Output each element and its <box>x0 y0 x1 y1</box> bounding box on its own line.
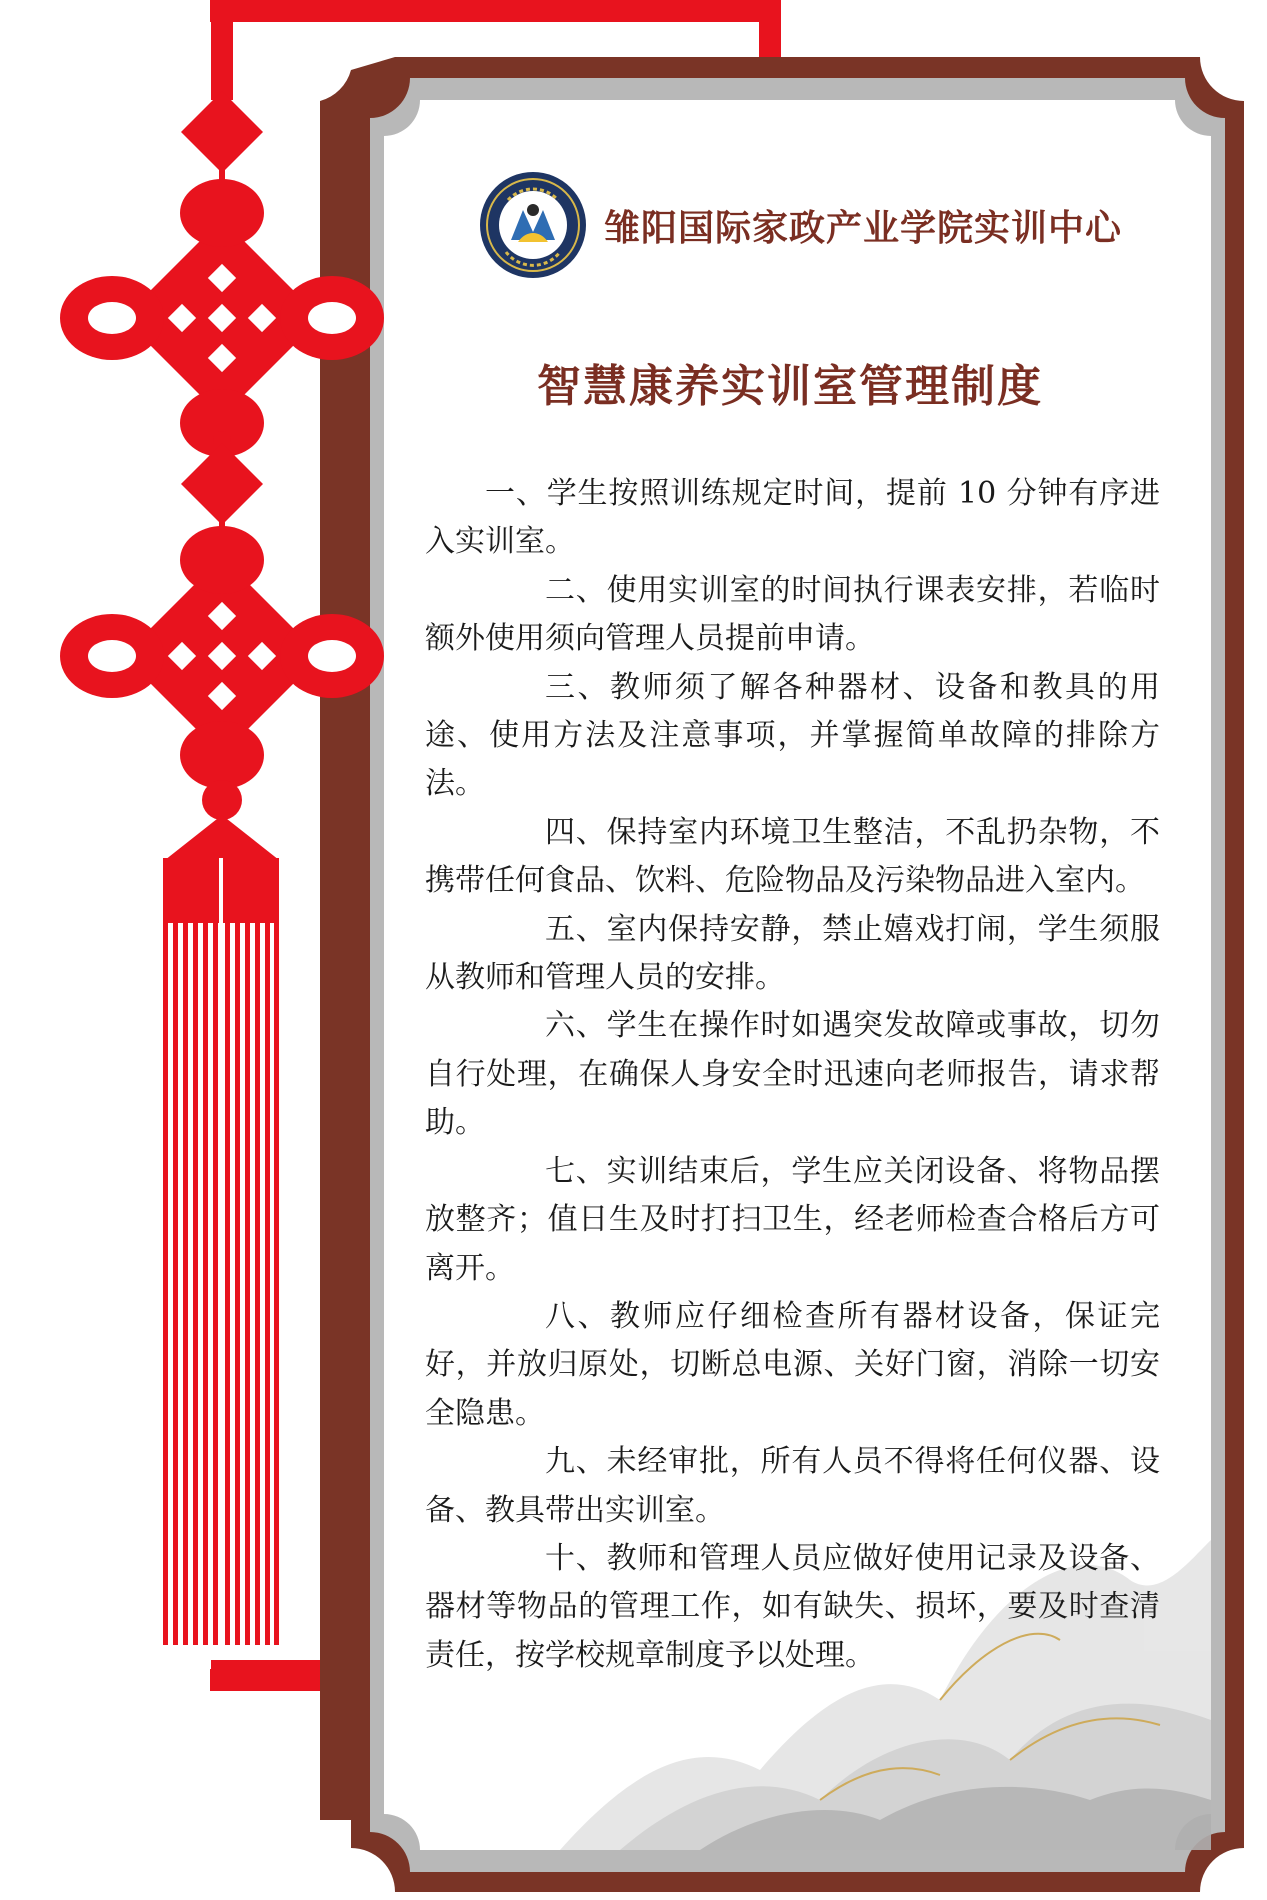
tassel <box>163 920 279 1645</box>
rule-item: 五、室内保持安静，禁止嬉戏打闹，学生须服从教师和管理人员的安排。 <box>425 911 1160 996</box>
school-emblem-icon <box>478 170 588 280</box>
header <box>478 165 1122 285</box>
rules-list <box>425 470 1160 1680</box>
rule-item: 二、使用实训室的时间执行课表安排，若临时额外使用须向管理人员提前申请。 <box>425 572 1160 657</box>
rule-item: 九、未经审批，所有人员不得将任何仪器、设备、教具带出实训室。 <box>425 1444 1160 1528</box>
rule-item: 七、实训结束后，学生应关闭设备、将物品摆放整齐；值日生及时打扫卫生，经老师检查合格后方可离开。 <box>425 1153 1160 1286</box>
rule-item: 一、学生按照训练规定时间，提前 10 分钟有序进入实训室。 <box>425 476 1160 560</box>
rule-item: 四、保持室内环境卫生整洁，不乱扔杂物，不携带任何食品、饮料、危险物品及污染物品进入室内。 <box>425 814 1160 899</box>
page-title: 智慧康养实训室管理制度 <box>537 361 1043 412</box>
rule-item: 十、教师和管理人员应做好使用记录及设备、器材等物品的管理工作，如有缺失、损坏，要及时查清责任，按学校规章制度予以处理。 <box>425 1540 1160 1673</box>
school-name: 雏阳国际家政产业学院实训中心 <box>604 207 1123 249</box>
rule-item: 三、教师须了解各种器材、设备和教具的用途、使用方法及注意事项，并掌握简单故障的排除方法。 <box>425 669 1160 802</box>
rule-item: 六、学生在操作时如遇突发故障或事故，切勿自行处理，在确保人身安全时迅速向老师报告，请求帮助。 <box>425 1008 1160 1141</box>
rule-item: 八、教师应仔细检查所有器材设备，保证完好，并放归原处，切断总电源、关好门窗，消除一切安全隐患。 <box>425 1298 1160 1431</box>
